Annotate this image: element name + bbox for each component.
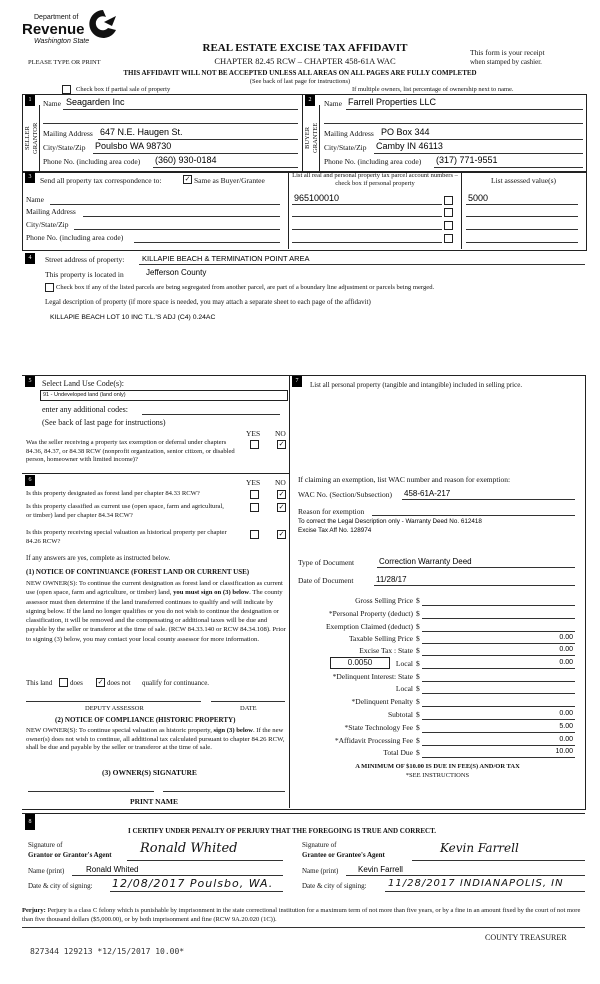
legal-description-field[interactable]: KILLAPIE BEACH LOT 10 INC T.L.'S ADJ (C4) 0.24AC: [50, 314, 216, 321]
dor-logo-icon: [86, 8, 120, 40]
section-8-badge: 8: [25, 814, 35, 830]
s5-no-checkbox[interactable]: ✓: [278, 440, 285, 448]
grantor-date-city-field[interactable]: 12/08/2017 Poulsbo, WA.: [112, 877, 274, 890]
yes-header: YES: [246, 429, 261, 438]
perjury-text: Perjury is a class C felony which is punishable by imprisonment in the state correctional institution for a maximum term of not more than five years, or by a fine in an amount fixed by the court of not more than five thousand dollars ($5,000.00), or by both imprisonment and fine (RCW 9A.20.020 (1C)).: [22, 907, 581, 923]
date-label: DATE: [240, 705, 257, 712]
fee-value-field[interactable]: 0.00: [559, 634, 573, 641]
s3-name-label: Name: [26, 195, 44, 204]
currency-sign: $: [416, 710, 420, 719]
additional-codes-input[interactable]: [142, 414, 280, 415]
s6-yes-header: YES: [246, 478, 261, 487]
parcel-number-field[interactable]: 965100010: [294, 193, 340, 203]
buyer-mail-label: Mailing Address: [324, 129, 374, 138]
currency-sign: $: [416, 634, 420, 643]
notice1-part-a: NEW OWNER(S): To continue the current designation as forest land or classification as current use (open space, farm and agriculture, or timber) land,: [26, 580, 283, 597]
buyer-name-label: Name: [324, 99, 342, 108]
print-name-label: PRINT NAME: [130, 797, 178, 806]
grantee-agent-label: Grantee or Grantee's Agent: [302, 851, 385, 859]
historic-question: Is this property receiving special valuation as historical property per chapter 84.26 RCW?: [26, 529, 227, 545]
seller-city-label: City/State/Zip: [43, 143, 86, 152]
section-3-badge: 3: [25, 172, 35, 183]
fee-value-field[interactable]: 0.00: [559, 736, 573, 743]
historic-no-checkbox[interactable]: ✓: [278, 530, 285, 538]
buyer-side-label: BUYER GRANTEE: [304, 122, 319, 154]
fee-label: *Personal Property (deduct): [328, 609, 413, 618]
buyer-phone-field[interactable]: (317) 771-9551: [436, 155, 498, 165]
if-any-note: If any answers are yes, complete as instructed below.: [26, 555, 171, 562]
fee-label: *Delinquent Penalty: [351, 697, 413, 706]
warning: THIS AFFIDAVIT WILL NOT BE ACCEPTED UNLESS ALL AREAS ON ALL PAGES ARE FULLY COMPLETED: [123, 69, 477, 77]
personal-property-checkbox[interactable]: [444, 234, 453, 243]
currency-sign: $: [416, 672, 420, 681]
local-rate-value: 0.0050: [347, 658, 373, 667]
land-use-select[interactable]: [40, 390, 288, 401]
fee-label: *State Technology Fee: [344, 723, 413, 732]
receipt-line1: This form is your receipt: [470, 48, 545, 57]
personal-property-checkbox[interactable]: [444, 221, 453, 230]
doc-date-field[interactable]: 11/28/17: [376, 575, 407, 584]
seller-name-label: Name: [43, 99, 61, 108]
owner-signature-label: (3) OWNER(S) SIGNATURE: [102, 768, 197, 777]
forest-no-checkbox[interactable]: ✓: [278, 490, 285, 498]
currency-sign: $: [416, 684, 420, 693]
fee-label: Total Due: [383, 748, 413, 757]
perjury-notice: [22, 906, 587, 924]
county-treasurer-label: COUNTY TREASURER: [485, 933, 567, 942]
currency-sign: $: [416, 748, 420, 757]
grantor-signature[interactable]: Ronald Whited: [140, 841, 238, 856]
s3-city-label: City/State/Zip: [26, 220, 69, 229]
fee-value-field[interactable]: 10.00: [555, 748, 573, 755]
no-header: NO: [275, 429, 286, 438]
current-use-question: Is this property classified as current use (open space, farm and agricultural, or timber) land per chapter 84.34 RCW?: [26, 503, 224, 519]
notice-compliance-title: (2) NOTICE OF COMPLIANCE (HISTORIC PROPERTY): [55, 716, 236, 724]
same-as-buyer-label: Same as Buyer/Grantee: [194, 176, 265, 185]
fee-value-field[interactable]: 5.00: [559, 723, 573, 730]
buyer-city-label: City/State/Zip: [324, 143, 367, 152]
form-subtitle: CHAPTER 82.45 RCW – CHAPTER 458-61A WAC: [214, 56, 396, 66]
section-2-badge: 2: [305, 95, 315, 106]
exemption-label: If claiming an exemption, list WAC number and reason for exemption:: [298, 475, 511, 484]
owner-signature-line[interactable]: [163, 791, 285, 792]
s6-no-header: NO: [275, 478, 286, 487]
personal-property-label: List all personal property (tangible and intangible) included in selling price.: [310, 381, 523, 389]
deputy-assessor-label: DEPUTY ASSESSOR: [85, 705, 144, 712]
grantor-sig-label: Signature of: [28, 841, 63, 849]
doc-type-field[interactable]: Correction Warranty Deed: [379, 557, 472, 566]
logo-line2: Revenue: [22, 21, 85, 38]
grantee-name-field[interactable]: Kevin Farrell: [358, 865, 403, 874]
personal-property-checkbox[interactable]: [444, 208, 453, 217]
buyer-city-field[interactable]: Camby IN 46113: [376, 141, 443, 151]
grantor-date-label: Date & city of signing:: [28, 882, 93, 890]
personal-property-checkbox[interactable]: [444, 196, 453, 205]
notice2-part-b: . If the new owner(s) does not wish to continue, all additional tax calculated pursuant to chapter 84.26 RCW, shall be due and payable by the seller or transferor at the time of sale.: [26, 727, 285, 751]
reason-line1[interactable]: To correct the Legal Description only - Warranty Deed No. 612418: [298, 518, 482, 525]
s3-mail-label: Mailing Address: [26, 207, 76, 216]
current-use-yes-checkbox[interactable]: [250, 503, 259, 512]
fee-label: *Affidavit Processing Fee: [334, 736, 413, 745]
does-label: does: [70, 679, 83, 687]
additional-codes-label: enter any additional codes:: [42, 405, 128, 414]
s3-phone-label: Phone No. (including area code): [26, 233, 124, 242]
logo-line3: Washington State: [34, 38, 90, 45]
segregated-label: Check box if any of the listed parcels are being segregated from another parcel, are part of a boundary line adjustment or parcels being merged.: [56, 284, 435, 291]
reason-label: Reason for exemption: [298, 507, 365, 516]
land-use-label: Select Land Use Code(s):: [42, 379, 124, 388]
notice1-part-b: . The county assessor must then determine if the land transferred continues to qualify and will indicate by signing below. If the land no longer qualifies or you do not wish to continue the designation or classification, it will be removed and the compensating or additional taxes will be due and payable by the seller or transferor at the time of sale. (RCW 84.33.140 or RCW 84.34.108). Prior to signing (3) below, you may contact your local county assessor for more information.: [26, 589, 286, 643]
wac-label: WAC No. (Section/Subsection): [298, 490, 392, 499]
qualify-label: qualify for continuance.: [142, 679, 210, 687]
current-use-no-checkbox[interactable]: ✓: [278, 503, 285, 511]
grantee-name-label: Name (print): [302, 867, 339, 875]
street-label: Street address of property:: [45, 255, 125, 264]
currency-sign: $: [416, 659, 420, 668]
grantor-name-label: Name (print): [28, 867, 65, 875]
forest-land-question: Is this property designated as forest land per chapter 84.33 RCW?: [26, 490, 200, 497]
grantee-signature[interactable]: Kevin Farrell: [440, 841, 519, 855]
s5-yes-checkbox[interactable]: [250, 440, 259, 449]
value-header: List assessed value(s): [491, 176, 556, 185]
grantee-sig-label: Signature of: [302, 841, 337, 849]
notice-continuance-text: [26, 579, 288, 644]
county-field[interactable]: Jefferson County: [146, 268, 207, 277]
historic-yes-checkbox[interactable]: [250, 530, 259, 539]
fee-label: Excise Tax : State: [359, 646, 413, 655]
perjury-bold: Perjury:: [22, 907, 46, 914]
section-6-badge: 6: [25, 475, 35, 486]
section-7-badge: 7: [292, 376, 302, 387]
currency-sign: $: [416, 596, 420, 605]
seller-mail-field[interactable]: 647 N.E. Haugen St.: [100, 127, 183, 137]
buyer-phone-label: Phone No. (including area code): [324, 157, 422, 166]
fee-label: *Delinquent Interest: State: [332, 672, 413, 681]
parcel-header: List all real and personal property tax parcel account numbers – check box if personal property: [292, 172, 458, 187]
this-land-label: This land: [26, 679, 53, 687]
partial-sale-label: Check box if partial sale of property: [76, 86, 171, 93]
type-or-print: PLEASE TYPE OR PRINT: [28, 59, 101, 66]
assessed-value-field[interactable]: 5000: [468, 193, 489, 203]
currency-sign: $: [416, 736, 420, 745]
section-4-badge: 4: [25, 253, 35, 264]
doc-date-label: Date of Document: [298, 576, 354, 585]
partial-sale-checkbox[interactable]: [62, 85, 71, 94]
fee-label: Subtotal: [387, 710, 413, 719]
grantee-date-label: Date & city of signing:: [302, 882, 367, 890]
fee-value-field[interactable]: 0.00: [559, 659, 573, 666]
land-use-value: 91 - Undeveloped land (land only): [43, 392, 126, 398]
section-5-badge: 5: [25, 376, 35, 387]
multiple-owners-note: If multiple owners, list percentage of ownership next to name.: [352, 86, 514, 93]
street-field[interactable]: KILLAPIE BEACH & TERMINATION POINT AREA: [142, 254, 310, 263]
seller-name-field[interactable]: Seagarden Inc: [66, 97, 125, 107]
legal-label: Legal description of property (if more space is needed, you may attach a separate sheet to each page of the affidavit): [45, 298, 371, 306]
dor-logo: [14, 8, 124, 48]
same-as-buyer-checkbox[interactable]: ✓: [184, 175, 191, 183]
currency-sign: $: [416, 646, 420, 655]
fee-label: Exemption Claimed (deduct): [325, 622, 413, 631]
certify-statement: I CERTIFY UNDER PENALTY OF PERJURY THAT THE FOREGOING IS TRUE AND CORRECT.: [128, 827, 437, 835]
notice2-part-a: NEW OWNER(S): To continue special valuation as historic property,: [26, 727, 212, 734]
buyer-name-field[interactable]: Farrell Properties LLC: [348, 97, 437, 107]
currency-sign: $: [416, 723, 420, 732]
notice1-bold: you must sign on (3) below: [173, 589, 250, 597]
seller-mail-label: Mailing Address: [43, 129, 93, 138]
fee-value-field[interactable]: 0.00: [559, 710, 573, 717]
does-checkbox[interactable]: [59, 678, 68, 687]
grantor-name-field[interactable]: Ronald Whited: [86, 865, 139, 874]
grantee-date-city-field[interactable]: 11/28/2017 INDIANAPOLIS, IN: [388, 878, 564, 889]
exemption-question: Was the seller receiving a property tax exemption or deferral under chapters 84.36, 84.37, or 84.38 RCW (nonprofit organization, senior citizen, or disabled person, homeowner with limited income)?: [26, 439, 235, 463]
grantor-agent-label: Grantor or Grantor's Agent: [28, 851, 112, 859]
see-back: (See back of last page for instructions): [249, 78, 351, 85]
forest-yes-checkbox[interactable]: [250, 490, 259, 499]
buyer-mail-field[interactable]: PO Box 344: [381, 127, 430, 137]
currency-sign: $: [416, 622, 420, 631]
local-rate-box[interactable]: [330, 657, 390, 669]
owner-signature-line[interactable]: [28, 791, 154, 792]
segregated-checkbox[interactable]: [45, 283, 54, 292]
logo-line1: Department of: [34, 14, 79, 21]
cashier-stamp: 827344 129213 *12/15/2017 10.00*: [30, 947, 185, 956]
notice-compliance-text: [26, 727, 288, 753]
wac-field[interactable]: 458-61A-217: [404, 489, 451, 498]
s5-see-back: (See back of last page for instructions): [42, 418, 166, 427]
see-instructions: *SEE INSTRUCTIONS: [405, 772, 470, 779]
reason-line2[interactable]: Excise Tax Aff No. 128974: [298, 527, 372, 534]
send-correspondence-label: Send all property tax correspondence to:: [40, 176, 162, 185]
fee-value-field[interactable]: 0.00: [559, 646, 573, 653]
currency-sign: $: [416, 609, 420, 618]
notice-continuance-title: (1) NOTICE OF CONTINUANCE (FOREST LAND OR CURRENT USE): [26, 568, 250, 576]
receipt-line2: when stamped by cashier.: [470, 58, 542, 66]
fee-label: Gross Selling Price: [355, 596, 413, 605]
fee-label: Local: [395, 684, 413, 693]
does-not-label: does not: [107, 679, 131, 687]
seller-phone-label: Phone No. (including area code): [43, 157, 141, 166]
located-label: This property is located in: [45, 270, 124, 279]
section-1-badge: 1: [25, 95, 35, 106]
fee-label: Taxable Selling Price: [348, 634, 413, 643]
currency-sign: $: [416, 697, 420, 706]
seller-city-field[interactable]: Poulsbo WA 98730: [95, 141, 172, 151]
notice2-bold: sign (3) below: [213, 727, 253, 734]
seller-side-label: SELLER GRANTOR: [24, 122, 39, 154]
doc-type-label: Type of Document: [298, 558, 355, 567]
form-title: REAL ESTATE EXCISE TAX AFFIDAVIT: [202, 42, 408, 54]
minimum-due-note: A MINIMUM OF $10.00 IS DUE IN FEE(S) AND/OR TAX: [355, 763, 520, 770]
fee-label: Local: [395, 659, 413, 668]
does-not-checkbox[interactable]: ✓: [97, 678, 104, 686]
seller-phone-field[interactable]: (360) 930-0184: [155, 155, 217, 165]
